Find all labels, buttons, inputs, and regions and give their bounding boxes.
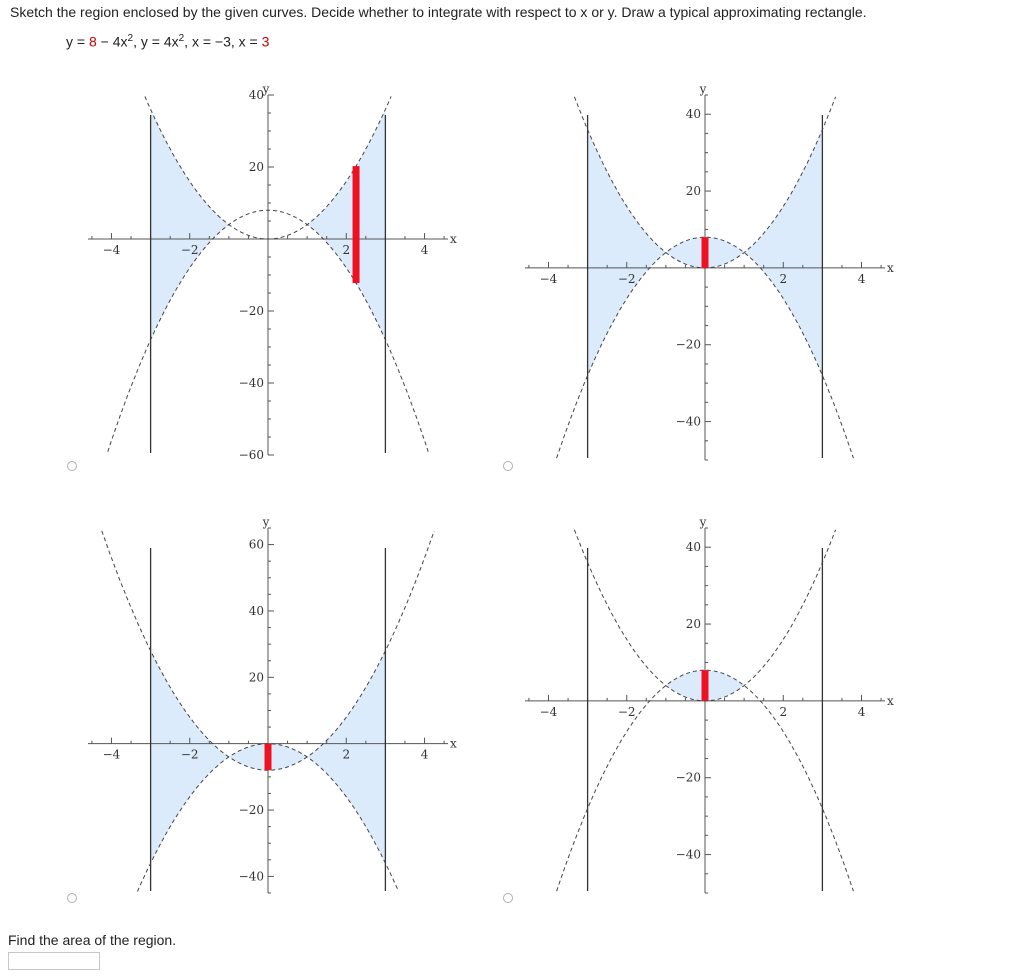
y-tick-label: 20 — [248, 160, 264, 174]
area-answer-input[interactable] — [8, 952, 100, 970]
x-tick-label: 2 — [342, 243, 351, 257]
x-tick-label: −4 — [102, 243, 121, 257]
graph-option-1[interactable] — [78, 82, 458, 465]
shaded-region — [151, 109, 229, 339]
x-tick-label: 4 — [857, 704, 866, 719]
eq-separator: , — [230, 33, 239, 50]
x-tick-label: 4 — [420, 747, 429, 762]
y-tick-label: 20 — [685, 617, 701, 632]
y-tick-label: −40 — [675, 847, 701, 862]
graph-option-4[interactable] — [515, 515, 895, 903]
option-radio-4[interactable] — [503, 893, 513, 903]
x-tick-label: −4 — [539, 704, 558, 719]
y-tick-label: −40 — [238, 869, 264, 884]
option-radio-2[interactable] — [503, 461, 513, 471]
y-tick-label: −20 — [238, 304, 264, 318]
y-tick-label: 40 — [248, 88, 264, 102]
question-prompt: Sketch the region enclosed by the given curves. Decide whether to integrate with respect to x or y. Draw a typical approximating rectangle. — [10, 4, 867, 20]
y-axis-label: y — [699, 82, 707, 96]
option-radio-3[interactable] — [67, 893, 77, 903]
x-tick-label: −2 — [180, 243, 199, 257]
x-tick-label: 2 — [779, 704, 788, 719]
x-tick-label: 4 — [420, 243, 429, 257]
x-axis-label: x — [450, 736, 457, 751]
eq-curve1-constant: 8 — [88, 33, 97, 50]
y-tick-label: −40 — [675, 414, 701, 429]
x-tick-label: −4 — [102, 747, 121, 762]
x-tick-label: −2 — [617, 704, 636, 719]
y-axis-label: y — [262, 82, 270, 96]
approximating-rectangle — [702, 670, 709, 701]
eq-curve1-term: − 4x — [96, 33, 128, 50]
approximating-rectangle — [353, 166, 360, 283]
graph-option-2[interactable] — [515, 82, 895, 470]
eq-separator: , — [133, 33, 141, 50]
y-tick-label: 40 — [685, 107, 701, 122]
shaded-region — [307, 109, 385, 339]
find-area-label: Find the area of the region. — [8, 932, 177, 948]
y-tick-label: 60 — [248, 537, 264, 552]
eq-line2-value: 3 — [261, 33, 270, 50]
x-tick-label: −2 — [180, 747, 199, 762]
option-radio-1[interactable] — [67, 461, 77, 471]
eq-curve1-prefix: y = — [66, 33, 89, 50]
y-axis-label: y — [262, 515, 270, 529]
eq-exponent: 2 — [178, 33, 185, 44]
y-tick-label: −20 — [675, 770, 701, 785]
x-tick-label: 2 — [342, 747, 351, 762]
eq-curve2: y = 4x — [140, 33, 179, 50]
x-tick-label: 4 — [857, 271, 866, 286]
graph-option-3[interactable] — [78, 515, 458, 903]
y-tick-label: 20 — [685, 184, 701, 199]
y-axis-label: y — [699, 515, 707, 529]
eq-line1: x = −3 — [191, 33, 231, 50]
eq-separator: , — [184, 33, 192, 50]
y-tick-label: −40 — [238, 376, 264, 390]
approximating-rectangle — [265, 744, 272, 771]
y-tick-label: −60 — [238, 448, 264, 462]
y-tick-label: −20 — [675, 337, 701, 352]
x-tick-label: −2 — [617, 271, 636, 286]
x-tick-label: −4 — [539, 271, 558, 286]
approximating-rectangle — [702, 237, 709, 268]
y-tick-label: 20 — [248, 670, 264, 685]
eq-exponent: 2 — [127, 33, 134, 44]
x-axis-label: x — [887, 260, 894, 275]
x-tick-label: 2 — [779, 271, 788, 286]
equation-line — [66, 33, 269, 50]
x-axis-label: x — [887, 693, 894, 708]
y-tick-label: −20 — [238, 803, 264, 818]
x-axis-label: x — [450, 232, 457, 246]
y-tick-label: 40 — [685, 540, 701, 555]
eq-line2-prefix: x = — [238, 33, 262, 50]
y-tick-label: 40 — [248, 603, 264, 618]
